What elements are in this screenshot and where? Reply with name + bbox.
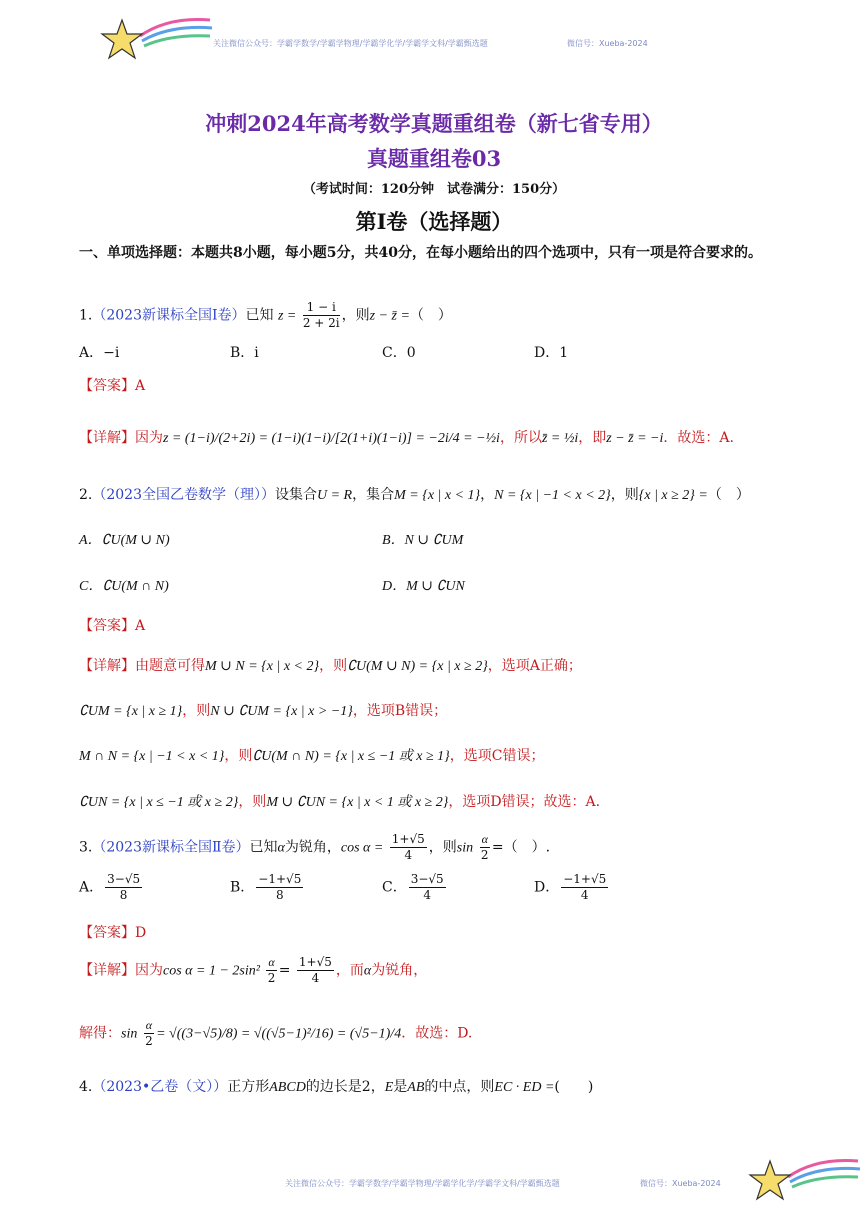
header-text-left: 关注微信公众号：学霸学数学/学霸学物理/学霸学化学/学霸学文科/学霸甄选题 bbox=[213, 39, 488, 48]
option-c: C．0 bbox=[382, 345, 416, 361]
exam-subtitle: 真题重组卷03 bbox=[366, 146, 502, 171]
answer: 【答案】D bbox=[79, 925, 147, 941]
fraction: $\frac{1 - i}{2 + 2i}$ bbox=[302, 300, 340, 330]
stem-text: （ ） bbox=[409, 307, 452, 324]
math: z − z̄ = bbox=[369, 308, 410, 324]
detail-line-1: 【详解】由题意可得M ∪ N = {x | x < 2}，则∁U(M ∪ N) = {x | x ≥ 2}，选项A正确； bbox=[79, 658, 582, 674]
question-source: （2023新课标全国Ⅰ卷） bbox=[92, 307, 246, 324]
exam-meta: （考试时间：120分钟 试卷满分：150分） bbox=[302, 182, 566, 197]
option-b: B．N ∪ ∁UM bbox=[382, 533, 464, 548]
detail: 【详解】因为z = (1−i)/(2+2i) = (1−i)(1−i)/[2(1+i)(1−i)] = −2i/4 = −½i，所以z̄ = ½i，即z − z̄ = −i．故选：A. bbox=[79, 430, 734, 446]
detail-line-2: ∁UM = {x | x ≥ 1}，则N ∪ ∁UM = {x | x > −1}，选项B错误； bbox=[79, 703, 448, 719]
star-logo-icon bbox=[748, 1155, 863, 1207]
option-b: B． $\frac{-1+√5}{8}$ bbox=[230, 872, 302, 902]
volume-title: 第I卷（选择题） bbox=[355, 209, 513, 234]
star-logo-icon bbox=[100, 14, 215, 66]
detail-line-3: M ∩ N = {x | −1 < x < 1}，则∁U(M ∩ N) = {x | x ≤ −1 或 x ≥ 1}，选项C错误； bbox=[79, 748, 545, 764]
option-c: C．∁U(M ∩ N) bbox=[79, 579, 169, 594]
answer: 【答案】A bbox=[79, 618, 146, 634]
stem-text: 已知 bbox=[245, 307, 274, 324]
exam-title: 冲刺2024年高考数学真题重组卷（新七省专用） bbox=[205, 111, 663, 136]
question-1 bbox=[79, 300, 452, 331]
option-a: A． $\frac{3-√5}{8}$ bbox=[79, 872, 141, 902]
stem-text: ，则 bbox=[341, 307, 370, 324]
option-c: C． $\frac{3-√5}{4}$ bbox=[382, 872, 444, 902]
detail-line-2: 解得：sin $\frac{\alpha}{2}$ = √((3−√5)/8) = √((√5−1)²/16) = (√5−1)/4．故选：D. bbox=[79, 1018, 473, 1048]
option-a: A．∁U(M ∪ N) bbox=[79, 533, 170, 548]
answer: 【答案】A bbox=[79, 378, 146, 394]
footer-text-right: 微信号：Xueba-2024 bbox=[640, 1179, 721, 1188]
question-number: 1. bbox=[79, 307, 93, 324]
question-4: 4.（2023•乙卷（文））正方形ABCD的边长是2，E是AB的中点，则EC · ED =( ) bbox=[79, 1079, 594, 1095]
header-text-right: 微信号：Xueba-2024 bbox=[567, 39, 648, 48]
detail-line-4: ∁UN = {x | x ≤ −1 或 x ≥ 2}，则M ∪ ∁UN = {x | x < 1 或 x ≥ 2}，选项D错误；故选：A. bbox=[79, 794, 601, 810]
detail-line-1: 【详解】因为cos α = 1 − 2sin² $\frac{\alpha}{2}$ = $\frac{1+√5}{4}$ ，而α为锐角， bbox=[79, 955, 428, 985]
option-a: A．−i bbox=[79, 345, 120, 361]
option-d: D．1 bbox=[534, 345, 569, 361]
footer-text-left: 关注微信公众号：学霸学数学/学霸学物理/学霸学化学/学霸学文科/学霸甄选题 bbox=[285, 1179, 560, 1188]
math: z = bbox=[277, 308, 297, 324]
question-3: 3.（2023新课标全国Ⅱ卷）已知α为锐角，cos α = $\frac{1+√5}{4}$ ，则sin $\frac{\alpha}{2}$ =（ ）. bbox=[79, 832, 551, 862]
section-heading: 一、单项选择题：本题共8小题，每小题5分，共40分，在每小题给出的四个选项中，只有一项是符合要求的。 bbox=[79, 245, 762, 261]
question-2: 2.（2023全国乙卷数学（理））设集合U = R，集合M = {x | x < 1}，N = {x | −1 < x < 2}，则{x | x ≥ 2} =（ ） bbox=[79, 487, 750, 503]
option-d: D．M ∪ ∁UN bbox=[382, 579, 465, 594]
option-d: D． $\frac{-1+√5}{4}$ bbox=[534, 872, 607, 902]
option-b: B．i bbox=[230, 345, 259, 361]
